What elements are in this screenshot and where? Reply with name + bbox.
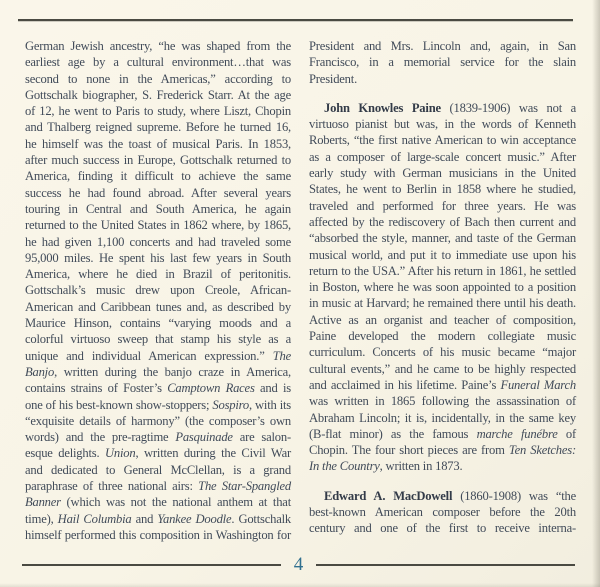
text-run: Sospiro <box>212 397 250 412</box>
text-run: was written in 1865 following the assassination of Abraham Lincoln; it is, incidentally, in the same key (B-flat minor) as the famous <box>309 394 576 441</box>
text-run: The Star-Spangled Banner <box>25 479 291 510</box>
text-run: marche funébre <box>476 426 558 441</box>
text-run: , with its “exquisite details of harmony” (the composer’s own words) and the pre-ragtime <box>25 397 292 445</box>
text-run: (which was not the national anthem at that time), <box>25 495 291 526</box>
text-run: , written in 1873. <box>379 459 463 474</box>
page-number: 4 <box>293 554 304 575</box>
footer-rule-left <box>22 564 281 566</box>
text-run: of Chopin. The four short pieces are from <box>309 426 576 458</box>
text-run: , written during the Civil War and dedicated to General McClellan, is a grand paraphrase of three national airs: <box>25 446 291 494</box>
text-run: are salon-esque delights. <box>25 430 291 461</box>
text-run: John Knowles Paine <box>324 100 441 115</box>
right-text-column <box>309 38 576 537</box>
text-run: Yankee Doodle <box>157 511 232 526</box>
text-run: The Banjo <box>25 348 291 379</box>
text-run: Funeral March <box>500 377 577 392</box>
text-run: Pasquinade <box>175 430 233 445</box>
text-run: (1839-1906) was not a virtuoso pianist but was, in the words of Kenneth Roberts, “the first native American to win acceptance as a composer of large-scale concert music.” After early study with German musicians in the United States, he went to Berlin in 1858 where he studied, traveled and performed for three years. He was affected by the rediscovery of Bach then current and “absorbed the style, manner, and taste of the German musical world, and put it to immediate use upon his return to the USA.” After his return in 1861, he settled in Boston, where he was soon appointed to a position in music at Harvard; he remained there until his death. Active as an organist and teacher of composition, Paine developed the modern collegiate music curriculum. Concerts of his music became “major cultural events,” and he came to be highly respected and acclaimed in his lifetime. Paine’s <box>309 100 577 392</box>
text-run: German Jewish ancestry, “he was shaped from the earliest age by a cultural environment…that was second to none in the Americas,” according to Gottschalk biographer, S. Frederick Starr. At the age of 12, he went to Paris to study, where Liszt, Chopin and Thalberg reigned supreme. Before he turned 16, he himself was the toast of musical Paris. In 1853, after much success in Europe, Gottschalk returned to America, finding it difficult to achieve the same success he had found abroad. After several years touring in Central and South America, he again returned to the United States in 1862 where, by 1865, he had given 1,100 concerts and had traveled some 95,000 miles. He spent his last few years in South America, where he died in Brazil of peritonitis. Gottschalk’s music drew upon Creole, African-American and Caribbean tunes and, as described by Maurice Hinson, contains “varying moods and a colorful virtuoso sweep that stamp his style as a unique and individual American expression.” <box>25 39 291 363</box>
text-run: (1860-1908) was “the best-known American composer before the 20th century and one of the first to receive interna- <box>309 488 576 536</box>
text-run: and <box>131 511 158 526</box>
text-run: Camptown Races <box>167 381 255 396</box>
left-text-column <box>25 38 291 543</box>
text-run: Union <box>105 446 136 461</box>
text-run: . Gottschalk himself performed this composition in Washington for <box>25 511 292 542</box>
paragraph <box>309 488 576 537</box>
text-run: President and Mrs. Lincoln and, again, in San Francisco, in a memorial service for the slain President. <box>309 39 576 86</box>
paragraph <box>25 38 291 543</box>
text-run: Edward A. MacDowell <box>324 488 453 503</box>
text-run: Hail Columbia <box>57 511 132 526</box>
paragraph <box>309 38 576 87</box>
scan-edge-shadow-bottom <box>0 583 600 587</box>
footer-rule-right <box>316 564 575 566</box>
scan-edge-shadow-right <box>592 0 600 587</box>
top-rule <box>18 19 573 21</box>
text-run: , written during the banjo craze in America, contains strains of Foster’s <box>25 364 291 396</box>
text-run: Ten Sketches: In the Country <box>309 443 576 474</box>
page-footer <box>22 555 575 575</box>
text-run: and is one of his best-known show-stoppers; <box>25 381 291 412</box>
paragraph <box>309 100 576 475</box>
